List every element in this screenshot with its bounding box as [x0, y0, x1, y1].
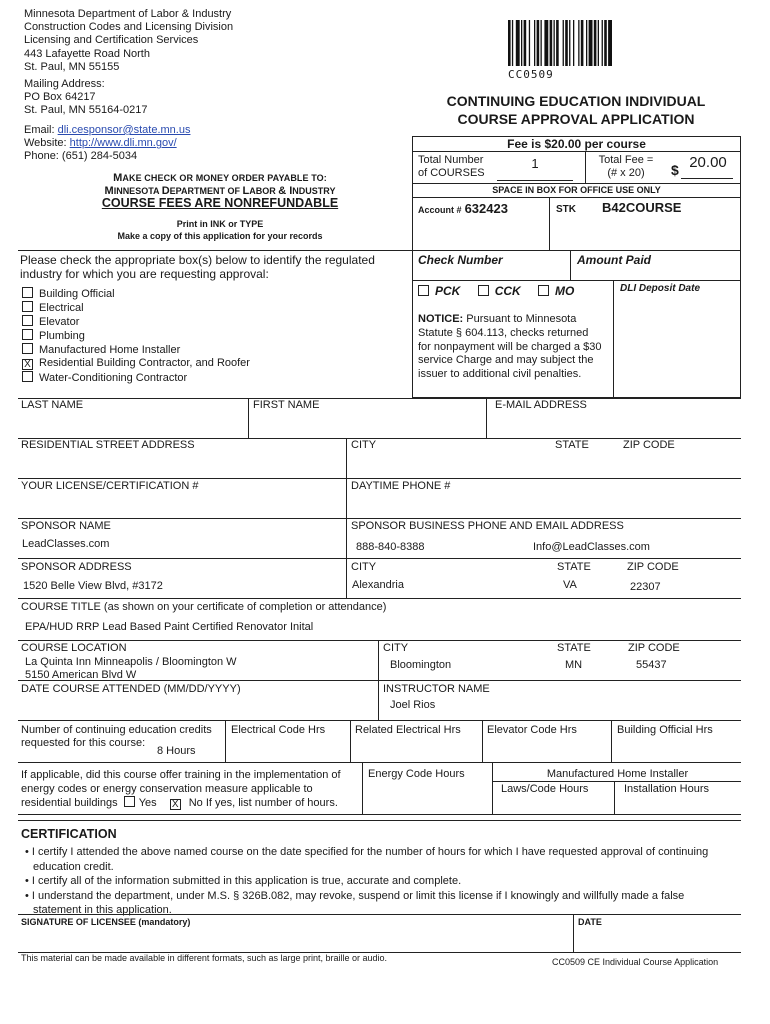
total-fee-value[interactable]: 20.00 [689, 154, 727, 171]
energy-no-checkbox[interactable]: X [170, 799, 181, 810]
dollar-sign: $ [671, 162, 679, 178]
mailing-address [24, 78, 148, 118]
credits-label: Number of continuing education credits requested for this course: [21, 724, 212, 750]
fee-heading: Fee is $20.00 per course [507, 137, 646, 151]
cck-checkbox[interactable] [478, 285, 489, 296]
course-zip-label: ZIP CODE [628, 642, 680, 654]
form-title [412, 92, 740, 128]
barcode-bar [608, 20, 612, 66]
industry-checkbox[interactable] [22, 315, 33, 326]
sponsor-state-value[interactable]: VA [563, 579, 577, 591]
email-address-label: E-MAIL ADDRESS [495, 399, 587, 411]
first-name-label: FIRST NAME [253, 399, 320, 411]
course-city-label: CITY [383, 642, 409, 654]
formats-note: This material can be made available in different formats, such as large print, braille or audio. [21, 953, 388, 963]
course-location-label: COURSE LOCATION [21, 642, 127, 654]
daytime-phone-field[interactable] [348, 494, 740, 517]
barcode [508, 20, 646, 68]
barcode-bar [508, 20, 511, 66]
barcode-bar [556, 20, 559, 66]
sponsor-city-label: CITY [351, 561, 377, 573]
sponsor-city-value[interactable]: Alexandria [352, 579, 404, 591]
address-line: Minnesota Department of Labor & Industry [24, 8, 232, 20]
sponsor-address-value[interactable]: 1520 Belle View Blvd, #3172 [23, 580, 163, 592]
nonrefundable-notice: COURSE FEES ARE NONREFUNDABLE [101, 196, 339, 210]
industry-option[interactable]: Building Official [22, 287, 250, 301]
barcode-bar [537, 20, 540, 66]
print-ink-note: Print in INK or TYPE [176, 219, 264, 229]
address-line: Construction Codes and Licensing Division [24, 21, 234, 34]
industry-option[interactable]: Manufactured Home Installer [22, 343, 250, 357]
city-label: CITY [351, 439, 377, 451]
cck-label: CCK [494, 284, 521, 298]
payment-type-options [418, 284, 574, 298]
sponsor-name-value[interactable]: LeadClasses.com [22, 538, 110, 550]
barcode-bar [541, 20, 542, 66]
city-field[interactable] [348, 453, 548, 477]
course-city-value[interactable]: Bloomington [390, 659, 452, 671]
building-official-hours-label: Building Official Hrs [617, 724, 713, 736]
date-field[interactable] [575, 929, 740, 951]
account-field: Account # 632423 [418, 201, 508, 216]
energy-question: If applicable, did this course offer training in the implementation of energy codes or energy conservation measure applicable to residential buildings Yes X No If yes, list number of hours. [21, 769, 341, 810]
barcode-bar [521, 20, 522, 66]
make-copy-note: Make a copy of this application for your records [117, 231, 323, 241]
industry-checkbox[interactable]: X [22, 359, 33, 370]
payable-to: MAKE CHECK OR MONEY ORDER PAYABLE TO: MINNESOTA DEPARTMENT OF LABOR & INDUSTRY [104, 172, 336, 198]
mailing-line: PO Box 64217 [24, 91, 96, 104]
street-address-label: RESIDENTIAL STREET ADDRESS [21, 439, 195, 451]
barcode-bar [524, 20, 527, 66]
barcode-bar [573, 20, 574, 66]
course-zip-value[interactable]: 55437 [636, 659, 667, 671]
electrical-hours-label: Electrical Code Hrs [231, 724, 326, 736]
energy-hours-label: Energy Code Hours [368, 768, 465, 780]
no-label: No If yes, list number of hours. [188, 797, 338, 809]
related-electrical-hours-label: Related Electrical Hrs [355, 724, 461, 736]
signature-label: SIGNATURE OF LICENSEE (mandatory) [21, 917, 191, 927]
industry-prompt: Please check the appropriate box(s) below to identify the regulated industry for which you are requesting approval: [20, 253, 375, 281]
mhi-label: Manufactured Home Installer [546, 768, 689, 780]
sponsor-email-value[interactable]: Info@LeadClasses.com [533, 541, 650, 553]
yes-label: Yes [138, 797, 157, 809]
street-address-field[interactable] [19, 453, 344, 477]
agency-address [24, 8, 233, 74]
barcode-bar [512, 20, 513, 66]
industry-checkbox[interactable] [22, 343, 33, 354]
contact-info [24, 124, 190, 164]
course-title-value[interactable]: EPA/HUD RRP Lead Based Paint Certified Renovator Inital [25, 621, 314, 633]
certification-heading: CERTIFICATION [21, 827, 117, 841]
signature-field[interactable] [19, 929, 571, 951]
industry-checkbox[interactable] [22, 301, 33, 312]
last-name-label: LAST NAME [21, 399, 84, 411]
sponsor-phone-value[interactable]: 888-840-8388 [356, 541, 425, 553]
instructor-value[interactable]: Joel Rios [390, 699, 436, 711]
industry-option[interactable]: Electrical [22, 301, 250, 315]
barcode-bar [604, 20, 607, 66]
form-title-line: CONTINUING EDUCATION INDIVIDUAL [446, 93, 706, 109]
laws-hours-label: Laws/Code Hours [501, 783, 589, 795]
barcode-bar [578, 20, 579, 66]
barcode-bar [594, 20, 597, 66]
address-line: Licensing and Certification Services [24, 34, 199, 47]
email-label: Email: [24, 124, 55, 136]
date-attended-field[interactable] [19, 697, 376, 719]
email-address-field[interactable] [488, 413, 740, 437]
mailing-line: St. Paul, MN 55164-0217 [24, 104, 148, 117]
phone-number: Phone: (651) 284-5034 [24, 150, 138, 163]
mailing-line: Mailing Address: [24, 78, 105, 90]
total-fee-label: Total Fee = (# x 20) [598, 154, 654, 180]
stk-label: STK [556, 204, 576, 215]
barcode-bar [563, 20, 564, 66]
address-line: St. Paul, MN 55155 [24, 60, 120, 73]
credits-value[interactable]: 8 Hours [157, 745, 196, 757]
sponsor-zip-label: ZIP CODE [627, 561, 679, 573]
state-field[interactable] [552, 453, 618, 477]
amount-paid-label: Amount Paid [577, 253, 651, 267]
mo-label: MO [555, 284, 575, 298]
daytime-phone-label: DAYTIME PHONE # [351, 480, 451, 492]
date-attended-label: DATE COURSE ATTENDED (MM/DD/YYYY) [21, 683, 241, 695]
industry-checkbox[interactable] [22, 329, 33, 340]
course-location-value[interactable]: La Quinta Inn Minneapolis / Bloomington W 5150 American Blvd W [25, 656, 237, 681]
email-link[interactable]: dli.cesponsor@state.mn.us [57, 124, 191, 136]
sponsor-zip-value[interactable]: 22307 [630, 581, 661, 593]
course-state-label: STATE [557, 642, 591, 654]
course-state-value[interactable]: MN [565, 659, 583, 671]
sponsor-contact-label: SPONSOR BUSINESS PHONE AND EMAIL ADDRESS [351, 520, 624, 532]
barcode-bar [581, 20, 584, 66]
mo-checkbox[interactable] [538, 285, 549, 296]
barcode-bar [565, 20, 568, 66]
barcode-image [508, 20, 646, 66]
barcode-bar [586, 20, 587, 66]
check-number-label: Check Number [418, 253, 503, 267]
industry-option[interactable]: Water-Conditioning Contractor [22, 371, 250, 385]
address-line: 443 Lafayette Road North [24, 47, 150, 60]
barcode-bar [550, 20, 553, 66]
zip-field[interactable] [620, 453, 740, 477]
energy-yes-checkbox[interactable] [124, 796, 135, 807]
office-use-label: SPACE IN BOX FOR OFFICE USE ONLY [492, 185, 661, 195]
industry-checkbox[interactable] [22, 371, 33, 382]
industry-option[interactable]: Plumbing [22, 329, 250, 343]
elevator-hours-label: Elevator Code Hrs [487, 724, 577, 736]
total-courses-label: Total Number of COURSES [418, 154, 485, 180]
sponsor-address-label: SPONSOR ADDRESS [21, 561, 132, 573]
first-name-field[interactable] [250, 413, 484, 437]
industry-option[interactable]: Elevator [22, 315, 250, 329]
total-courses-value[interactable]: 1 [531, 156, 539, 171]
barcode-bar [589, 20, 593, 66]
barcode-bar [554, 20, 555, 66]
course-title-label: COURSE TITLE (as shown on your certificate of completion or attendance) [21, 601, 387, 613]
form-id: CC0509 CE Individual Course Application [552, 957, 719, 967]
website-label: Website: [24, 137, 67, 150]
license-label: YOUR LICENSE/CERTIFICATION # [21, 480, 199, 492]
installation-hours-label: Installation Hours [624, 783, 709, 795]
barcode-bar [602, 20, 603, 66]
barcode-code: CC0509 [508, 68, 554, 81]
barcode-bar [569, 20, 570, 66]
notice-text: NOTICE: Pursuant to Minnesota Statute § 604.113, checks returned for nonpayment will be charged a $30 service Charge and may subject the issuer to additional civil penalties. [418, 313, 602, 381]
deposit-date-label: DLI Deposit Date [620, 283, 701, 294]
certification-bullets: • I certify I attended the above named course on the date specified for the number of hours for which I have requested approval of continuing education credit. • I certify all of the information submitted in this application is true, accurate and complete. • I understand the department, under M.S. § 326B.082, may revoke, suspend or limit this license if I knowingly and willfully made a false statement in this application. [25, 846, 709, 916]
industry-options [22, 287, 250, 385]
industry-option[interactable]: X Residential Building Contractor, and Roofer [22, 357, 250, 371]
barcode-bar [598, 20, 599, 66]
pck-checkbox[interactable] [418, 285, 429, 296]
instructor-label: INSTRUCTOR NAME [383, 683, 490, 695]
state-label: STATE [555, 439, 589, 451]
pck-label: PCK [435, 284, 461, 298]
stk-value: B42COURSE [602, 200, 682, 215]
account-number: 632423 [464, 201, 508, 216]
last-name-field[interactable] [19, 413, 246, 437]
industry-checkbox[interactable] [22, 287, 33, 298]
sponsor-state-label: STATE [557, 561, 591, 573]
barcode-bar [544, 20, 548, 66]
date-label: DATE [578, 917, 602, 927]
barcode-bar [529, 20, 530, 66]
form-title-line: COURSE APPROVAL APPLICATION [457, 111, 695, 127]
website-link[interactable]: http://www.dli.mn.gov/ [69, 137, 177, 150]
barcode-bar [534, 20, 535, 66]
license-field[interactable] [19, 494, 344, 517]
sponsor-name-label: SPONSOR NAME [21, 520, 111, 532]
zip-label: ZIP CODE [623, 439, 675, 451]
barcode-bar [516, 20, 520, 66]
